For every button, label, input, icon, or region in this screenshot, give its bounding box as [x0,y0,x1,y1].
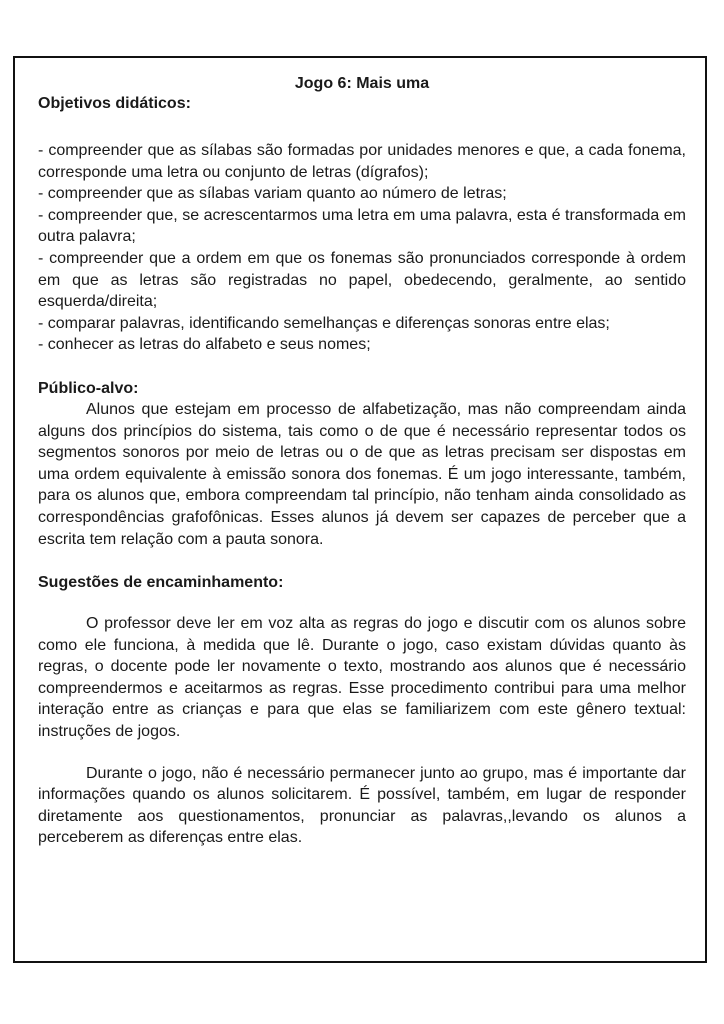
list-item: - compreender que as sílabas variam quanto ao número de letras; [38,185,507,203]
audience-heading: Público-alvo: [38,379,139,397]
suggestions-heading: Sugestões de encaminhamento: [38,574,284,592]
document-content [38,74,686,849]
suggestions-paragraph: Durante o jogo, não é necessário permanecer junto ao grupo, mas é importante dar informações quando os alunos solicitarem. É possível, também, em lugar de responder diretamente aos questionamentos, pronunciar as palavras,,levando os alunos a perceberem as diferenças entre elas. [38,764,686,847]
objectives-heading: Objetivos didáticos: [38,95,191,112]
list-item: - conhecer as letras do alfabeto e seus nomes; [38,336,371,354]
page-title: Jogo 6: Mais uma [294,75,430,92]
document-frame [13,56,707,963]
objectives-list [38,140,686,356]
list-item: - compreender que a ordem em que os fonemas são pronunciados corresponde à ordem em que as letras são registradas no papel, obedecendo, geralmente, ao sentido esquerda/direita; [38,249,686,311]
audience-paragraph: Alunos que estejam em processo de alfabetização, mas não compreendam ainda alguns dos princípios do sistema, tais como o de que é necessário representar todos os segmentos sonoros por meio de letras ou o de que as letras precisam ser dispostas em uma ordem equivalente à emissão sonora dos fonemas. É um jogo interessante, também, para os alunos que, embora compreendam tal princípio, não tenham ainda consolidado as correspondências grafofônicas. Esses alunos já devem ser capazes de perceber que a escrita tem relação com a pauta sonora. [38,400,686,548]
audience-section [38,379,686,550]
list-item: - comparar palavras, identificando semelhanças e diferenças sonoras entre elas; [38,314,610,332]
list-item: - compreender que, se acrescentarmos uma letra em uma palavra, esta é transformada em outra palavra; [38,206,686,246]
suggestions-paragraph: O professor deve ler em voz alta as regras do jogo e discutir com os alunos sobre como ele funciona, à medida que lê. Durante o jogo, caso existam dúvidas quanto às regras, o docente pode ler novamente o texto, mostrando aos alunos que é necessário compreendermos e aceitarmos as regras. Esse procedimento contribui para uma melhor interação entre as crianças e para que elas se familiarizem com este gênero textual: instruções de jogos. [38,615,686,741]
list-item: - compreender que as sílabas são formadas por unidades menores e que, a cada fonema, corresponde uma letra ou conjunto de letras (dígrafos); [38,142,686,181]
suggestions-section [38,573,686,849]
